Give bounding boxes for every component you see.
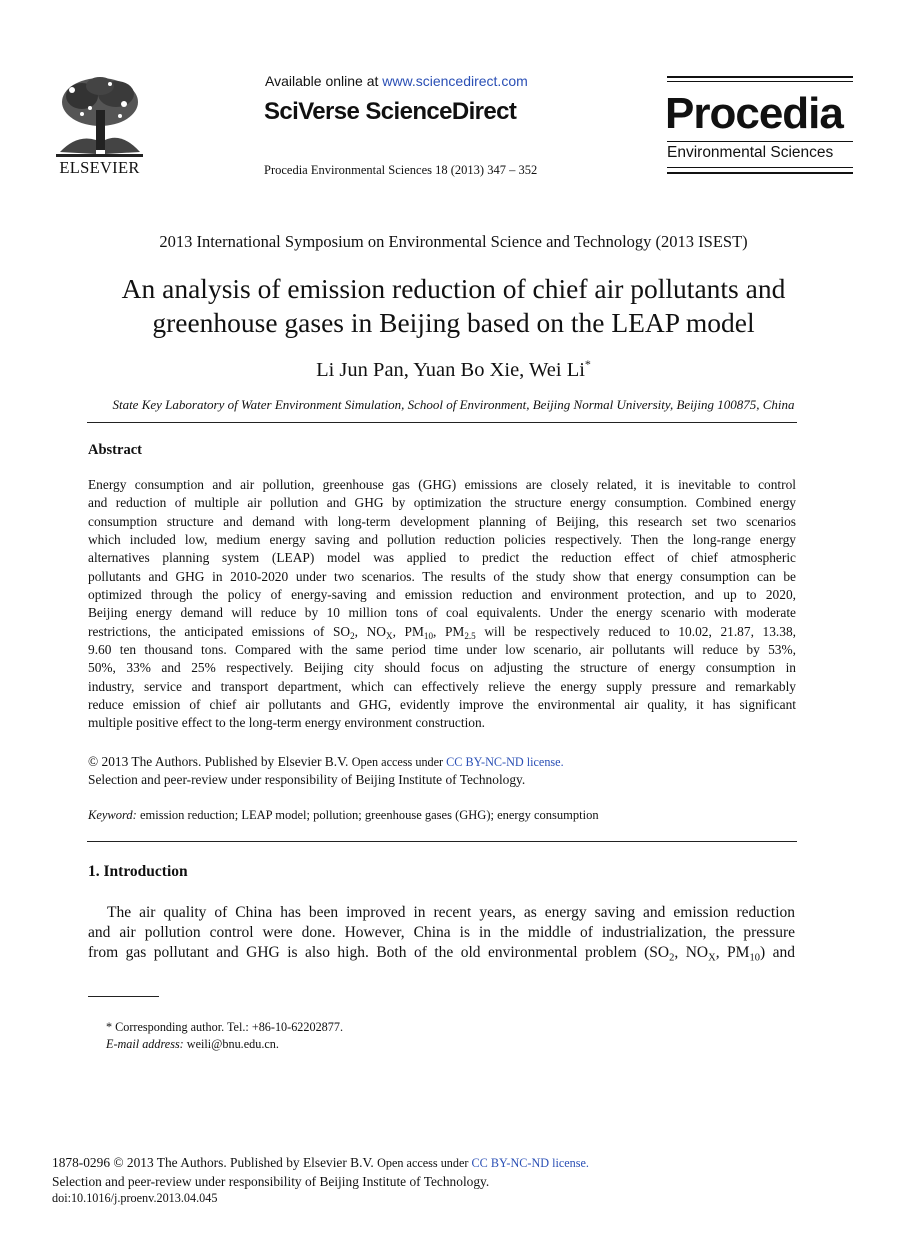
copyright-notice bbox=[88, 753, 564, 789]
abstract-body bbox=[88, 476, 796, 733]
subscript: 2 bbox=[350, 630, 355, 641]
procedia-rule bbox=[667, 141, 853, 142]
abstract-line: which included low, medium energy saving and pollution reduction policies respectively. Then the long-range energy bbox=[88, 532, 796, 548]
procedia-rule bbox=[667, 76, 853, 78]
sciverse-sciencedirect-logo: SciVerse ScienceDirect bbox=[264, 98, 517, 125]
license-link[interactable]: CC BY-NC-ND license. bbox=[446, 755, 564, 769]
introduction-body bbox=[88, 903, 795, 963]
sciencedirect-link[interactable]: www.sciencedirect.com bbox=[382, 73, 528, 89]
peer-review-line: Selection and peer-review under responsibility of Beijing Institute of Technology. bbox=[88, 772, 526, 787]
divider bbox=[87, 841, 797, 842]
intro-line: The air quality of China has been improved in recent years, as energy saving and emission reduction bbox=[107, 904, 795, 921]
text-segment: will be respectively reduced to 10.02, 21.87, 13.38, bbox=[475, 623, 797, 639]
abstract-line: and reduction of multiple air pollution and GHG by optimization the structure energy consumption. Combined energy bbox=[88, 495, 796, 511]
text-segment: , PM bbox=[715, 944, 750, 961]
elsevier-wordmark: ELSEVIER bbox=[59, 158, 140, 177]
subscript: X bbox=[385, 630, 393, 641]
abstract-line: industry, service and transport department, which can effectively relieve the energy supply pressure and remarkably bbox=[88, 678, 796, 694]
abstract-line: Beijing energy demand will reduce by 10 million tons of coal equivalents. Under the energy scenario with moderate bbox=[88, 605, 796, 621]
author-list bbox=[0, 357, 907, 382]
journal-citation: Procedia Environmental Sciences 18 (2013) 347 – 352 bbox=[264, 163, 538, 177]
abstract-line: reduce emission of chief air pollutants and GHG, evidently improve the environmental air quality, it has significant bbox=[88, 697, 796, 713]
procedia-subtitle: Environmental Sciences bbox=[667, 144, 834, 161]
text-segment: restrictions, the anticipated emissions of SO bbox=[88, 623, 351, 639]
footer-copyright-line bbox=[52, 1154, 589, 1173]
keywords-label: Keyword: bbox=[88, 808, 137, 822]
abstract-line: 50%, 33% and 25% respectively. Beijing city should focus on adjusting the structure of energy consumption in bbox=[88, 660, 796, 676]
divider bbox=[87, 422, 797, 423]
section-heading: 1. Introduction bbox=[88, 863, 188, 880]
intro-line: and air pollution control were done. However, China is in the middle of industrialization, the pressure bbox=[88, 924, 795, 941]
affiliation: State Key Laboratory of Water Environment Simulation, School of Environment, Beijing Normal University, Beijing 100875, China bbox=[112, 397, 795, 412]
keywords-text: emission reduction; LEAP model; pollution; greenhouse gases (GHG); energy consumption bbox=[136, 808, 599, 822]
corresponding-mark: * bbox=[584, 357, 591, 371]
abstract-line: Energy consumption and air pollution, greenhouse gas (GHG) emissions are closely related, it is inevitable to control bbox=[88, 477, 796, 492]
abstract-line: alternatives planning system (LEAP) model was applied to predict the reduction effect of chief atmospheric bbox=[88, 550, 796, 566]
text-segment: , NO bbox=[674, 944, 709, 961]
text-segment: ) and bbox=[759, 944, 795, 961]
abstract-heading: Abstract bbox=[88, 442, 142, 458]
doi[interactable]: doi:10.1016/j.proenv.2013.04.045 bbox=[52, 1191, 218, 1205]
subscript: X bbox=[708, 952, 716, 964]
abstract-line-emissions bbox=[88, 623, 796, 641]
page-footer bbox=[52, 1154, 589, 1208]
text-segment: , PM bbox=[392, 623, 424, 639]
copyright-text: © 2013 The Authors. Published by Elsevier B.V. bbox=[88, 754, 352, 769]
footnote bbox=[106, 1019, 343, 1053]
footer-license-link[interactable]: CC BY-NC-ND license. bbox=[471, 1156, 589, 1170]
text-segment: , NO bbox=[354, 623, 386, 639]
conference-name: 2013 International Symposium on Environmental Science and Technology (2013 ISEST) bbox=[159, 232, 748, 251]
footer-peer-review: Selection and peer-review under responsibility of Beijing Institute of Technology. bbox=[52, 1173, 490, 1189]
email-line bbox=[106, 1036, 343, 1053]
abstract-line: optimized through the policy of energy-saving and emission reduction and environment protection, and up to 2020, bbox=[88, 587, 796, 603]
subscript: 2 bbox=[669, 952, 675, 964]
authors: Li Jun Pan, Yuan Bo Xie, Wei Li bbox=[316, 358, 585, 381]
abstract-line: multiple positive effect to the long-term energy environment construction. bbox=[88, 715, 486, 731]
abstract-line: consumption structure and demand with long-term development planning of Beijing, this research set two scenarios bbox=[88, 513, 796, 529]
intro-line bbox=[88, 943, 795, 963]
subscript: 2.5 bbox=[464, 630, 476, 641]
procedia-rule bbox=[667, 81, 853, 82]
corresponding-author: * Corresponding author. Tel.: +86-10-62202877. bbox=[106, 1020, 343, 1034]
open-access-text: Open access under bbox=[351, 755, 447, 769]
text-segment: , PM bbox=[433, 623, 465, 639]
keywords bbox=[88, 808, 599, 823]
abstract-line: 9.60 ten thousand tons. Compared with the same period time under low scenario, air pollutants will reduce by 53%, bbox=[88, 642, 796, 658]
title-line: An analysis of emission reduction of chief air pollutants and bbox=[121, 273, 786, 304]
available-online-prefix: Available online at bbox=[265, 73, 383, 89]
footer-open-access-text: Open access under bbox=[377, 1156, 472, 1170]
subscript: 10 bbox=[423, 630, 434, 641]
footer-copyright-text: 1878-0296 © 2013 The Authors. Published by Elsevier B.V. bbox=[52, 1155, 378, 1170]
procedia-rule bbox=[667, 172, 853, 174]
subscript: 10 bbox=[749, 952, 760, 964]
paper-title bbox=[0, 272, 907, 340]
email-address[interactable]: weili@bnu.edu.cn. bbox=[183, 1037, 279, 1051]
text-segment: from gas pollutant and GHG is also high. Both of the old environmental problem (SO bbox=[88, 944, 670, 961]
email-label: E-mail address: bbox=[106, 1037, 184, 1051]
available-online-line bbox=[265, 73, 528, 89]
copyright-line bbox=[88, 753, 564, 771]
abstract-line: pollutants and GHG in 2010-2020 under two scenarios. The results of the study show that energy consumption can be bbox=[88, 568, 796, 584]
footnote-rule bbox=[88, 996, 159, 997]
elsevier-tree-icon bbox=[52, 74, 147, 158]
procedia-rule bbox=[667, 167, 853, 168]
procedia-logo: Procedia bbox=[665, 89, 843, 138]
title-line: greenhouse gases in Beijing based on the LEAP model bbox=[152, 307, 755, 338]
